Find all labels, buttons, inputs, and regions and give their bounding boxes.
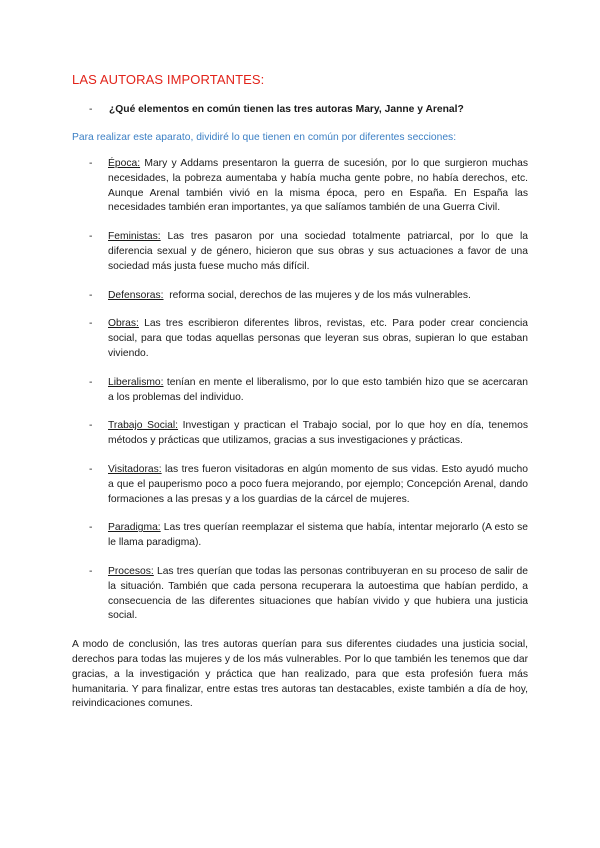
- section-text: Investigan y practican el Trabajo social, por lo que hoy en día, tenemos métodos y prácticas que utilizamos, gracias a sus investigaciones y prácticas.: [108, 420, 528, 447]
- section-text: las tres fueron visitadoras en algún momento de sus vidas. Esto ayudó mucho a que el pauperismo poco a poco fuera mejorando, por ejemplo; Concepción Arenal, dando formaciones a las presas y a los guardias de la cárcel de mujeres.: [108, 463, 528, 505]
- section-term: Visitadoras:: [108, 463, 162, 475]
- section-text: Mary y Addams presentaron la guerra de sucesión, por lo que surgieron muchas necesidades, la pobreza aumentaba y había mucha gente pobre, no había derechos, etc. Aunque Arenal también vivió en la misma época, pero en España. En España las necesidades también eran importantes, ya que salíamos también de una Guerra Civil.: [108, 158, 528, 214]
- question-bullet: -: [89, 104, 93, 115]
- section-text: Las tres querían que todas las personas contribuyeran en su proceso de salir de la situación. También que cada persona recuperara la autoestima que habían perdido, a consecuencia de las diferentes situaciones que habían vivido y que hubiera una justicia social.: [108, 565, 528, 622]
- list-item: [72, 419, 528, 449]
- section-text: reforma social, derechos de las mujeres y de los más vulnerables.: [163, 289, 471, 301]
- list-item: [72, 157, 528, 216]
- question-item: [72, 103, 528, 117]
- section-text: Las tres escribieron diferentes libros, revistas, etc. Para poder crear conciencia social, para que todas aquellas personas que leyeran sus obras, supieran lo que estaban viviendo.: [108, 318, 528, 359]
- list-bullet: -: [89, 420, 93, 432]
- section-term: Feministas:: [108, 231, 161, 243]
- section-term: Defensoras:: [108, 289, 164, 301]
- section-term: Obras:: [108, 318, 139, 330]
- list-bullet: -: [89, 289, 93, 301]
- question-text: ¿Qué elementos en común tienen las tres autoras Mary, Janne y Arenal?: [109, 104, 464, 115]
- list-item: [72, 289, 528, 304]
- list-bullet: -: [89, 376, 93, 388]
- list-bullet: -: [89, 318, 93, 330]
- list-item: [72, 463, 528, 507]
- conclusion-paragraph: A modo de conclusión, las tres autoras querían para sus diferentes ciudades una justicia social, derechos para todas las mujeres y de los más vulnerables. Por lo que también les tenemos que dar gracias, a la investigación y práctica que han realizado, para que esta profesión fuera más humanitaria. Y para finalizar, entre estas tres autoras tan destacables, existe también a día de hoy, reivindicaciones comunes.: [72, 639, 528, 710]
- list-item: [72, 565, 528, 624]
- section-term: Liberalismo:: [108, 376, 164, 388]
- section-text: Las tres pasaron por una sociedad totalmente patriarcal, por lo que la diferencia sexual y de género, hicieron que sus obras y sus actuaciones a favor de una sociedad más justa fuese mucho más difícil.: [108, 231, 528, 272]
- section-term: Procesos:: [108, 565, 154, 577]
- list-item: [72, 230, 528, 274]
- list-item: [72, 521, 528, 551]
- section-term: Paradigma:: [108, 522, 161, 534]
- intro-text: Para realizar este aparato, dividiré lo que tienen en común por diferentes secciones:: [72, 132, 457, 143]
- list-bullet: -: [89, 522, 93, 534]
- section-term: Época:: [108, 158, 141, 169]
- list-bullet: -: [89, 463, 93, 475]
- section-term: Trabajo Social:: [108, 420, 179, 432]
- list-item: [72, 376, 528, 406]
- section-text: Las tres querían reemplazar el sistema que había, intentar mejorarlo (A esto se le llama paradigma).: [108, 522, 528, 549]
- list-bullet: -: [89, 565, 93, 577]
- list-bullet: -: [89, 158, 93, 169]
- list-bullet: -: [89, 231, 93, 243]
- sections-list: [72, 157, 528, 624]
- page-title: LAS AUTORAS IMPORTANTES:: [72, 72, 265, 87]
- list-item: [72, 317, 528, 361]
- section-text: tenían en mente el liberalismo, por lo que esto también hizo que se acercaran a los problemas del individuo.: [108, 376, 528, 403]
